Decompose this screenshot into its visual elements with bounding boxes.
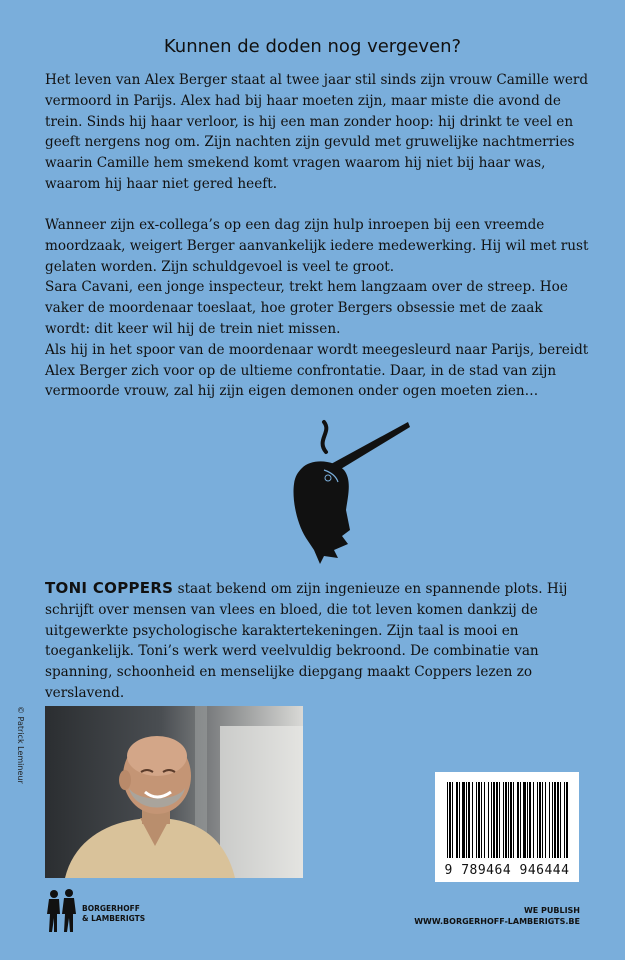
synopsis-paragraph-3: Sara Cavani, een jonge inspecteur, trekt hem langzaam over de streep. Hoe vaker de moordenaar toeslaat, hoe groter Bergers obsessie met de zaak wordt: dit keer wil hij de trein niet missen. — [45, 279, 568, 337]
photo-credit: © Patrick Lemineur — [16, 706, 25, 784]
author-bio — [45, 578, 590, 704]
synopsis-paragraph-2: Wanneer zijn ex-collega’s op een dag zijn hulp inroepen bij een vreemde moordzaak, weigert Berger aanvankelijk iedere medewerking. Hij wil met rust gelaten worden. Zijn schuldgevoel is veel te groot. — [45, 217, 589, 275]
publisher-website: WWW.BORGERHOFF-LAMBERIGTS.BE — [414, 917, 580, 926]
publisher-tagline: WE PUBLISH — [523, 906, 580, 915]
publisher-info — [414, 905, 580, 927]
publisher-figures-icon — [45, 888, 79, 933]
isbn-barcode — [435, 772, 579, 882]
synopsis-paragraph-4: Als hij in het spoor van de moordenaar wordt meegesleurd naar Parijs, bereidt Alex Berger zich voor op de ultieme confrontatie. Daar, in de stad van zijn vermoorde vrouw, zal hij zijn eigen demonen onder ogen moeten zien… — [45, 341, 589, 400]
hand-holding-cigarette-icon — [262, 418, 412, 568]
synopsis-paragraph-1: Het leven van Alex Berger staat al twee jaar stil sinds zijn vrouw Camille werd vermoord in Parijs. Alex had bij haar moeten zijn, maar miste die avond de trein. Sinds hij haar verloor, is hij een man zonder hoop: hij drinkt te veel en geeft nergens nog om. Zijn nachten zijn gevuld met gruwelijke nachtmerries waarin Camille hem smekend komt vragen waarom hij niet bij haar was, waarom hij haar niet gered heeft. — [45, 72, 589, 192]
author-photo — [45, 706, 303, 878]
author-name: TONI COPPERS — [45, 579, 174, 597]
author-bio-text: staat bekend om zijn ingenieuze en spannende plots. Hij schrijft over mensen van vlees en bloed, die tot leven komen dankzij de uitgewerkte psychologische karaktertekeningen. Zijn taal is mooi en toegankelijk. Toni’s werk werd veelvuldig bekroond. De combinatie van spanning, schoonheid en menselijke diepgang maakt Coppers lezen zo verslavend. — [45, 581, 568, 701]
isbn-number: 9 789464 946444 — [444, 863, 570, 878]
synopsis-paragraphs — [45, 215, 590, 402]
publisher-name: BORGERHOFF & LAMBERIGTS — [82, 904, 146, 923]
barcode-bars — [445, 782, 569, 858]
back-cover-headline: Kunnen de doden nog vergeven? — [163, 36, 462, 57]
